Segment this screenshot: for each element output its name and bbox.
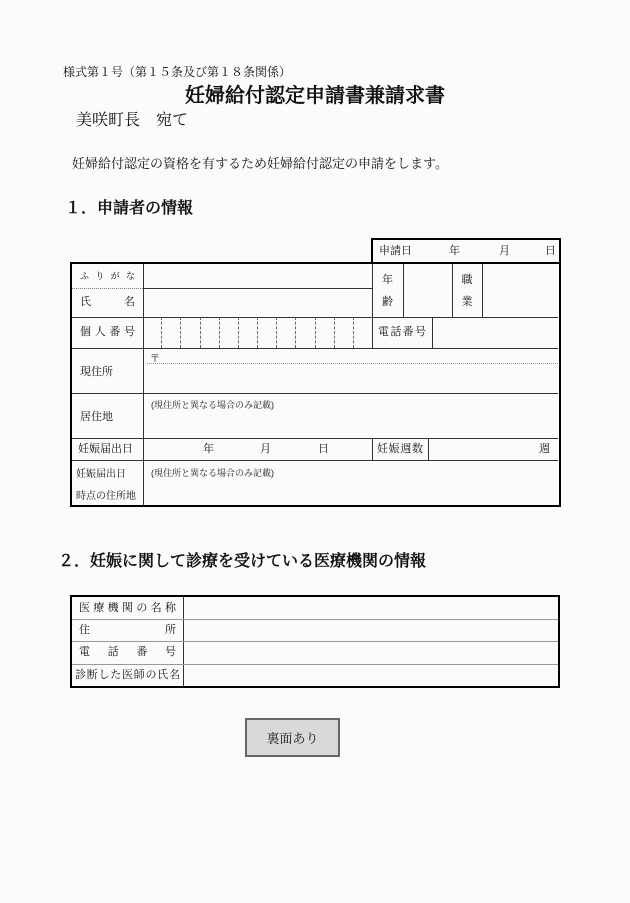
personal-number-digit-cell[interactable] bbox=[239, 317, 258, 348]
application-date-box[interactable] bbox=[371, 238, 561, 264]
application-date-year-label: 年 bbox=[449, 245, 460, 257]
back-side-notice-label: 裏面あり bbox=[266, 731, 319, 746]
notification-date-year-label: 年 bbox=[203, 443, 214, 455]
form-number: 様式第１号（第１５条及び第１８条関係） bbox=[63, 65, 292, 79]
application-date-month-label: 月 bbox=[499, 245, 510, 257]
postal-mark: 〒 bbox=[150, 354, 160, 365]
current-address-input-cell[interactable] bbox=[143, 348, 558, 393]
medical-institution-table bbox=[70, 595, 560, 688]
notification-address-input-cell[interactable] bbox=[143, 460, 558, 505]
medical-institution-phone-input-cell[interactable] bbox=[183, 641, 558, 664]
doctor-name-label: 診断した医師の氏名 bbox=[75, 669, 180, 681]
personal-number-digit-cell[interactable] bbox=[162, 317, 181, 348]
personal-number-digit-cell[interactable] bbox=[335, 317, 354, 348]
application-date-day-label: 日 bbox=[545, 245, 556, 257]
name-input-cell[interactable] bbox=[143, 288, 372, 317]
application-date-label: 申請日 bbox=[379, 245, 412, 257]
gestation-weeks-label: 妊娠週数 bbox=[377, 443, 423, 455]
notification-address-note: (現住所と異なる場合のみ記載) bbox=[151, 468, 274, 478]
notification-date-month-label: 月 bbox=[260, 443, 271, 455]
doctor-name-input-cell[interactable] bbox=[183, 664, 558, 686]
personal-number-digit-cell[interactable] bbox=[143, 317, 162, 348]
personal-number-digit-cell[interactable] bbox=[258, 317, 277, 348]
furigana-label: ふりがな bbox=[80, 271, 135, 281]
age-input-cell[interactable] bbox=[403, 264, 452, 317]
personal-number-digit-cell[interactable] bbox=[296, 317, 315, 348]
gestation-weeks-input-cell[interactable] bbox=[428, 438, 538, 460]
notification-date-label: 妊娠届出日 bbox=[78, 443, 133, 455]
medical-institution-name-input-cell[interactable] bbox=[183, 597, 558, 619]
addressee: 美咲町長 宛て bbox=[76, 112, 189, 129]
current-address-label: 現住所 bbox=[80, 365, 113, 378]
personal-number-digit-cell[interactable] bbox=[181, 317, 200, 348]
applicant-table bbox=[70, 262, 561, 507]
occupation-input-cell[interactable] bbox=[482, 264, 558, 317]
residence-input-cell[interactable] bbox=[143, 393, 558, 438]
personal-number-label: 個人番号 bbox=[80, 326, 135, 338]
medical-institution-phone-label: 電話番号 bbox=[79, 646, 176, 658]
personal-number-digit-cell[interactable] bbox=[316, 317, 335, 348]
phone-label: 電話番号 bbox=[378, 326, 426, 338]
declaration-text: 妊婦給付認定の資格を有するため妊婦給付認定の申請をします。 bbox=[72, 156, 448, 171]
medical-institution-name-label: 医療機関の名称 bbox=[79, 602, 176, 614]
section2-heading: ２．妊娠に関して診療を受けている医療機関の情報 bbox=[58, 553, 427, 570]
back-side-notice bbox=[245, 718, 340, 757]
phone-input-cell[interactable] bbox=[432, 317, 558, 348]
notification-date-day-label: 日 bbox=[318, 443, 329, 455]
residence-label: 居住地 bbox=[80, 410, 113, 423]
personal-number-digit-cell[interactable] bbox=[277, 317, 296, 348]
occupation-label: 職業 bbox=[461, 273, 473, 308]
furigana-input-cell[interactable] bbox=[143, 264, 372, 288]
weeks-unit-label: 週 bbox=[539, 443, 550, 455]
notification-date-input-cell[interactable] bbox=[143, 438, 372, 460]
medical-institution-address-label: 住所 bbox=[79, 624, 176, 636]
medical-institution-address-input-cell[interactable] bbox=[183, 619, 558, 641]
personal-number-grid bbox=[143, 317, 372, 348]
personal-number-digit-cell[interactable] bbox=[220, 317, 239, 348]
notification-address-label: 妊娠届出日 時点の住所地 bbox=[76, 469, 136, 502]
section1-heading: １．申請者の情報 bbox=[65, 200, 194, 217]
residence-note: (現住所と異なる場合のみ記載) bbox=[151, 400, 274, 410]
form-title: 妊婦給付認定申請書兼請求書 bbox=[185, 85, 445, 107]
age-label: 年齢 bbox=[382, 273, 393, 308]
name-label: 氏名 bbox=[80, 296, 135, 308]
personal-number-digit-cell[interactable] bbox=[354, 317, 372, 348]
personal-number-digit-cell[interactable] bbox=[201, 317, 220, 348]
